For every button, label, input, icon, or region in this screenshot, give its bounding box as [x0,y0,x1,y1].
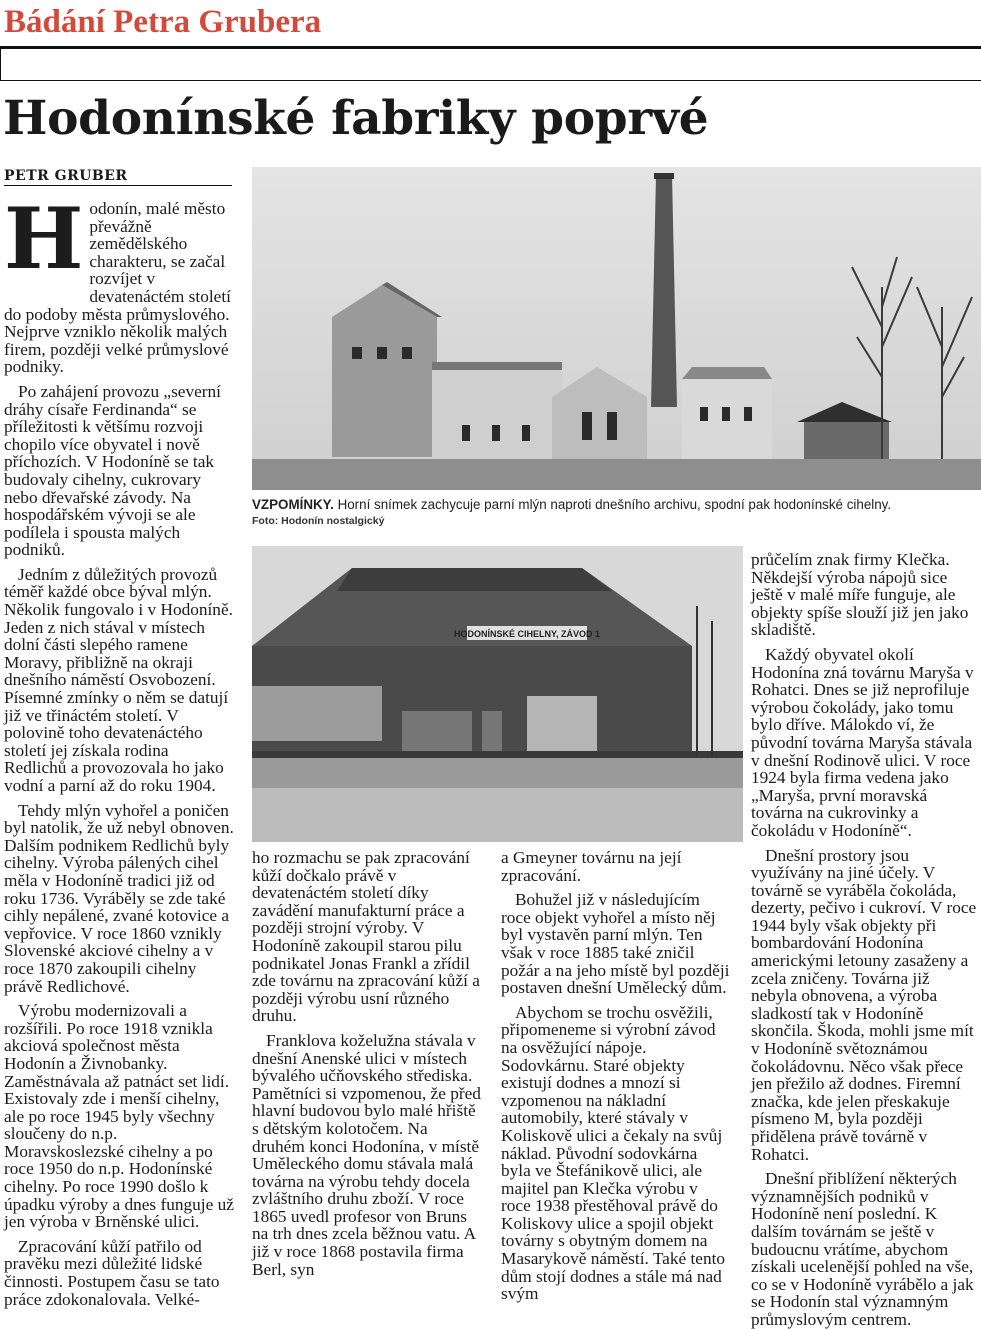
header-rule [0,46,981,49]
paragraph: Dnešní přiblížení některých významnějších podniků v Hodoníně není poslední. K dalším továrnám se ještě v budoucnu vrátíme, abychom získali ucelenější pohled na vše, co se v Hodoníně vyrábělo a jak se Hodonín stal významným průmyslovým centrem. [751,1169,974,1329]
paragraph: Tehdy mlýn vyhořel a poničen byl natolik, že už nebyl obnoven. Dalším podnikem Redlichů byly cihelny. Výroba pálených cihel měla v Hodoníně tradici již od roku 1736. Vyráběly se zde také cihly nepálené, zvané kotovice a vepřovice. V roce 1860 vznikly Slovenské akciové cihelny a v roce 1870 zakoupili cihelny právě Redlichové. [4,800,234,996]
paragraph: Každý obyvatel okolí Hodonína zná továrnu Maryša v Rohatci. Dnes se již neprofiluje výrobou čokolády, jako tomu bylo dříve. Málokdo ví, že původní továrna Maryša stávala v dnešní Rodinově ulici. V roce 1924 byla firma vedena jako „Maryša, první moravská továrna na cukrovinky a čokoládu v Hodoníně“. [751,644,974,840]
drop-cap: H [4,189,84,288]
paragraph: Výrobu modernizovali a rozšířili. Po roce 1918 vznikla akciová společnost města Hodonín a Živnobanky. Zaměstnávala až patnáct set lidí. Existovaly zde i menší cihelny, ale po roce 1945 byly všechny sloučeny do n.p. Moravskoslezské cihelny a po roce 1950 do n.p. Hodonínské cihelny. Po roce 1990 došlo k úpadku výroby a dnes funguje už jen výroba v Brněnské ulici. [4,1001,234,1232]
paragraph: Bohužel již v následujícím roce objekt vyhořel a místo něj byl vystavěn parní mlýn. Ten však v roce 1885 také zničil požár a na jeho místě byl později postaven dnešní Umělecký dům. [501,890,730,998]
steam-mill-photo [252,167,981,490]
photo-credit: Foto: Hodonín nostalgický [252,515,385,527]
header-thin-rule [0,80,981,81]
paragraph: Dnešní prostory jsou využívány na jiné účely. V továrně se vyráběla čokoláda, dezerty, pečivo i cukroví. V roce 1944 byly však objekty při bombardování Hodonína americkými letouny zasaženy a zcela zničeny. Továrna již nebyla obnovena, a výroba sladkostí tak v Hodoníně skončila. Škoda, mohli jsme mít v Hodoníně světoznámou čokoládovnu. Něco však přece jen přežilo až dodnes. Firemní značka, kde jelen přeskakuje písmeno M, byla později přidělena právě továrně v Rohatci. [751,845,977,1164]
caption-label: VZPOMÍNKY. [252,497,334,512]
brickworks-sign: HODONÍNSKÉ CIHELNY, ZÁVOD 1 [453,629,601,639]
author-byline: PETR GRUBER [4,168,128,184]
article-column-2 [252,849,482,1278]
paragraph: a Gmeyner továrnu na její zpracování. [501,848,682,885]
article-column-3 [501,849,731,1303]
article-headline: Hodonínské fabriky poprvé [3,91,709,146]
paragraph: Abychom se trochu osvěžili, připomeneme si výrobní závod na osvěžující nápoje. Sodovkárnu. Staré objekty existují dodnes a mnozí si vzpomenou na nákladní automobily, které stávaly v Koliskově ulici a čekaly na svůj náklad. Původní sodovkárna byla ve Štefánikově ulici, ale majitel pan Klečka výrobu v roce 1938 přestěhoval právě do Koliskovy ulice a spojil objekt továrny s obytným domem na Masarykově náměstí. Také tento dům stojí dodnes a stále má nad svým [501,1002,726,1304]
caption-text: Horní snímek zachycuje parní mlýn naproti dnešního archivu, spodní pak hodonínské cihelny. [333,497,892,512]
section-rubric: Bádání Petra Grubera [4,4,322,40]
paragraph: Franklova koželužna stávala v dnešní Anenské ulici v místech bývalého učňovského střediska. Pamětníci si vzpomenou, že před hlavní budovou bylo malé hřiště s dětským kolotočem. Na druhém konci Hodonína, v místě Uměleckého domu stávala malá továrna na výrobu tehdy docela zvláštního druhu zboží. V roce 1865 uvedl profesor von Bruns na trh dnes zcela běžnou vatu. A již v roce 1868 postavila firma Berl, syn [252,1030,481,1279]
paragraph: Zpracování kůží patřilo od pravěku mezi důležité lidské činnosti. Postupem času se tato práce zdokonalovala. Velké- [4,1236,220,1309]
steam-mill-illustration [252,167,981,490]
paragraph: průčelím znak firmy Klečka. Někdejší výroba nápojů sice ještě v malé míře funguje, ale objekty spíše slouží již jen jako skladiště. [751,550,969,640]
article-column-4 [751,551,978,1329]
paragraph: odonín, malé město převážně zemědělského charakteru, se začal rozvíjet v devatenáctém století do podoby města průmyslového. Nejprve vzniklo několik malých firem, později velké průmyslové podniky. [4,199,231,377]
paragraph: ho rozmachu se pak zpracování kůží dočkalo právě v devatenáctém století díky zavádění manufakturní práce a později strojní výroby. V Hodoníně zakoupil starou pilu podnikatel Jonas Frankl a zřídil zde továrnu na zpracování kůží a později výrobu usní různého druhu. [252,848,480,1026]
byline-rule [4,185,232,186]
photo-caption [252,496,972,514]
article-column-1 [4,189,234,1309]
brickworks-illustration [252,546,743,842]
header-vertical-rule [0,49,1,80]
paragraph: Jedním z důležitých provozů téměř každé obce býval mlýn. Několik fungovalo i v Hodoníně. Jeden z nich stával v místech dolní části slepého ramene Moravy, přibližně na okraji dnešního náměstí Osvobození. Písemné zmínky o něm se datují již ve třináctém století. V polovině toho devatenáctého století jej získala rodina Redlichů a provozovala ho jako vodní a parní až do roku 1904. [4,564,233,795]
brickworks-photo [252,546,743,842]
paragraph: Po zahájení provozu „severní dráhy císaře Ferdinanda“ se příležitosti k většímu rozvoji chopilo více obyvatel i nově příchozích. V Hodoníně se tak budovaly cihelny, cukrovary nebo dřevařské závody. Na hospodářském vývoji se ale podílela i spousta malých podniků. [4,381,221,560]
